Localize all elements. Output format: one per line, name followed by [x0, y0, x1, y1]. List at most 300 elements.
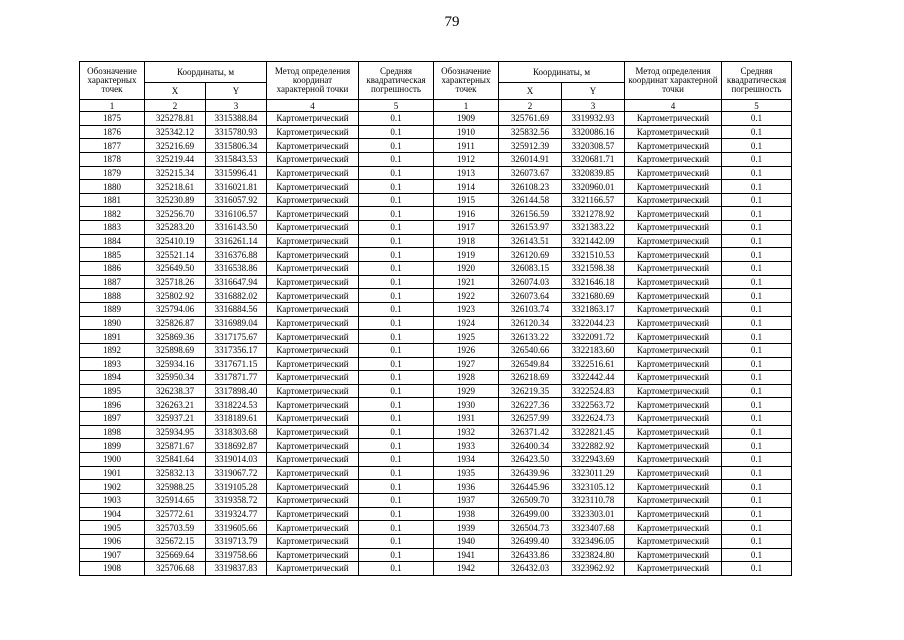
method-cell: Картометрический	[625, 534, 722, 548]
point-id-cell: 1941	[434, 548, 499, 562]
table-row	[80, 480, 792, 494]
method-cell: Картометрический	[625, 248, 722, 262]
method-cell: Картометрический	[267, 548, 359, 562]
table-row	[80, 112, 792, 126]
header-y-right: Y	[562, 83, 625, 100]
table-row	[80, 357, 792, 371]
error-cell: 0.1	[359, 262, 434, 276]
header-x-right: X	[499, 83, 562, 100]
method-cell: Картометрический	[625, 371, 722, 385]
method-cell: Картометрический	[267, 425, 359, 439]
table-row	[80, 412, 792, 426]
coord-y-cell: 3319837.83	[206, 562, 267, 576]
coord-x-cell: 325256.70	[145, 207, 206, 221]
method-cell: Картометрический	[267, 125, 359, 139]
point-id-cell: 1920	[434, 262, 499, 276]
coord-y-cell: 3322563.72	[562, 398, 625, 412]
method-cell: Картометрический	[267, 180, 359, 194]
coord-y-cell: 3316057.92	[206, 193, 267, 207]
method-cell: Картометрический	[267, 248, 359, 262]
table-row	[80, 139, 792, 153]
coord-x-cell: 326014.91	[499, 152, 562, 166]
table-row	[80, 398, 792, 412]
error-cell: 0.1	[722, 275, 792, 289]
point-id-cell: 1890	[80, 316, 145, 330]
coord-x-cell: 325802.92	[145, 289, 206, 303]
method-cell: Картометрический	[625, 125, 722, 139]
point-id-cell: 1910	[434, 125, 499, 139]
coord-y-cell: 3319014.03	[206, 453, 267, 467]
coord-x-cell: 326143.51	[499, 234, 562, 248]
coord-x-cell: 325342.12	[145, 125, 206, 139]
coord-x-cell: 325706.68	[145, 562, 206, 576]
error-cell: 0.1	[722, 193, 792, 207]
coord-y-cell: 3319758.66	[206, 548, 267, 562]
method-cell: Картометрический	[267, 493, 359, 507]
method-cell: Картометрический	[625, 548, 722, 562]
method-cell: Картометрический	[267, 398, 359, 412]
point-id-cell: 1929	[434, 384, 499, 398]
error-cell: 0.1	[722, 302, 792, 316]
point-id-cell: 1893	[80, 357, 145, 371]
coord-x-cell: 325794.06	[145, 302, 206, 316]
method-cell: Картометрический	[267, 357, 359, 371]
point-id-cell: 1936	[434, 480, 499, 494]
coord-x-cell: 326219.35	[499, 384, 562, 398]
coord-x-cell: 325937.21	[145, 412, 206, 426]
coord-x-cell: 325914.65	[145, 493, 206, 507]
error-cell: 0.1	[359, 330, 434, 344]
coord-x-cell: 325718.26	[145, 275, 206, 289]
coord-y-cell: 3315843.53	[206, 152, 267, 166]
table-row	[80, 262, 792, 276]
point-id-cell: 1876	[80, 125, 145, 139]
column-index: 1	[80, 100, 145, 112]
error-cell: 0.1	[722, 480, 792, 494]
method-cell: Картометрический	[267, 193, 359, 207]
error-cell: 0.1	[359, 302, 434, 316]
point-id-cell: 1927	[434, 357, 499, 371]
coord-y-cell: 3318303.68	[206, 425, 267, 439]
error-cell: 0.1	[722, 466, 792, 480]
column-index: 4	[625, 100, 722, 112]
table-row	[80, 275, 792, 289]
header-y-left: Y	[206, 83, 267, 100]
coord-x-cell: 326263.21	[145, 398, 206, 412]
method-cell: Картометрический	[625, 425, 722, 439]
method-cell: Картометрический	[267, 343, 359, 357]
error-cell: 0.1	[359, 412, 434, 426]
method-cell: Картометрический	[267, 507, 359, 521]
point-id-cell: 1926	[434, 343, 499, 357]
coord-x-cell: 325230.89	[145, 193, 206, 207]
method-cell: Картометрический	[267, 234, 359, 248]
column-index-row	[80, 100, 792, 112]
error-cell: 0.1	[722, 221, 792, 235]
point-id-cell: 1924	[434, 316, 499, 330]
point-id-cell: 1891	[80, 330, 145, 344]
method-cell: Картометрический	[625, 221, 722, 235]
coord-y-cell: 3316021.81	[206, 180, 267, 194]
point-id-cell: 1932	[434, 425, 499, 439]
coord-y-cell: 3319358.72	[206, 493, 267, 507]
coord-y-cell: 3320681.71	[562, 152, 625, 166]
coord-x-cell: 326073.67	[499, 166, 562, 180]
coord-x-cell: 325761.69	[499, 112, 562, 126]
error-cell: 0.1	[359, 125, 434, 139]
table-row	[80, 234, 792, 248]
coord-y-cell: 3316143.50	[206, 221, 267, 235]
coord-y-cell: 3323407.68	[562, 521, 625, 535]
coord-x-cell: 325521.14	[145, 248, 206, 262]
point-id-cell: 1918	[434, 234, 499, 248]
error-cell: 0.1	[359, 398, 434, 412]
method-cell: Картометрический	[625, 357, 722, 371]
coord-y-cell: 3317356.17	[206, 343, 267, 357]
point-id-cell: 1878	[80, 152, 145, 166]
error-cell: 0.1	[359, 439, 434, 453]
coord-y-cell: 3323496.05	[562, 534, 625, 548]
coord-x-cell: 325841.64	[145, 453, 206, 467]
coord-y-cell: 3323303.01	[562, 507, 625, 521]
error-cell: 0.1	[722, 412, 792, 426]
coord-y-cell: 3323011.29	[562, 466, 625, 480]
coord-y-cell: 3317871.77	[206, 371, 267, 385]
point-id-cell: 1894	[80, 371, 145, 385]
coord-x-cell: 326499.00	[499, 507, 562, 521]
coord-y-cell: 3322524.83	[562, 384, 625, 398]
point-id-cell: 1900	[80, 453, 145, 467]
error-cell: 0.1	[722, 507, 792, 521]
table-row	[80, 152, 792, 166]
point-id-cell: 1907	[80, 548, 145, 562]
method-cell: Картометрический	[625, 330, 722, 344]
coordinates-table	[79, 61, 792, 576]
error-cell: 0.1	[359, 521, 434, 535]
error-cell: 0.1	[359, 548, 434, 562]
header-point-right: Обозначение характерных точек	[434, 62, 499, 100]
coord-x-cell: 325871.67	[145, 439, 206, 453]
method-cell: Картометрический	[267, 139, 359, 153]
method-cell: Картометрический	[267, 521, 359, 535]
table-row	[80, 548, 792, 562]
coord-x-cell: 326439.96	[499, 466, 562, 480]
header-coords-left: Координаты, м	[145, 62, 267, 83]
coord-y-cell: 3321598.38	[562, 262, 625, 276]
point-id-cell: 1934	[434, 453, 499, 467]
column-index: 1	[434, 100, 499, 112]
error-cell: 0.1	[722, 343, 792, 357]
error-cell: 0.1	[722, 521, 792, 535]
table-body	[80, 112, 792, 576]
error-cell: 0.1	[722, 207, 792, 221]
point-id-cell: 1883	[80, 221, 145, 235]
table-row	[80, 493, 792, 507]
point-id-cell: 1892	[80, 343, 145, 357]
point-id-cell: 1931	[434, 412, 499, 426]
coord-x-cell: 325934.16	[145, 357, 206, 371]
coord-x-cell: 325950.34	[145, 371, 206, 385]
table-row	[80, 316, 792, 330]
point-id-cell: 1914	[434, 180, 499, 194]
table-row	[80, 207, 792, 221]
point-id-cell: 1916	[434, 207, 499, 221]
point-id-cell: 1917	[434, 221, 499, 235]
point-id-cell: 1913	[434, 166, 499, 180]
coord-x-cell: 325216.69	[145, 139, 206, 153]
method-cell: Картометрический	[267, 466, 359, 480]
coord-x-cell: 326257.99	[499, 412, 562, 426]
method-cell: Картометрический	[625, 234, 722, 248]
coord-x-cell: 325278.81	[145, 112, 206, 126]
coord-y-cell: 3315996.41	[206, 166, 267, 180]
method-cell: Картометрический	[625, 507, 722, 521]
header-point-left: Обозначение характерных точек	[80, 62, 145, 100]
method-cell: Картометрический	[625, 453, 722, 467]
point-id-cell: 1881	[80, 193, 145, 207]
header-coords-right: Координаты, м	[499, 62, 625, 83]
coord-y-cell: 3319324.77	[206, 507, 267, 521]
page-number: 79	[444, 14, 460, 30]
coord-y-cell: 3316261.14	[206, 234, 267, 248]
error-cell: 0.1	[359, 180, 434, 194]
method-cell: Картометрический	[625, 521, 722, 535]
coord-y-cell: 3323105.12	[562, 480, 625, 494]
point-id-cell: 1897	[80, 412, 145, 426]
point-id-cell: 1901	[80, 466, 145, 480]
error-cell: 0.1	[722, 357, 792, 371]
point-id-cell: 1875	[80, 112, 145, 126]
coord-y-cell: 3321278.92	[562, 207, 625, 221]
error-cell: 0.1	[359, 343, 434, 357]
coord-x-cell: 326400.34	[499, 439, 562, 453]
error-cell: 0.1	[722, 152, 792, 166]
error-cell: 0.1	[359, 493, 434, 507]
table-row	[80, 371, 792, 385]
coord-x-cell: 325215.34	[145, 166, 206, 180]
column-index: 3	[562, 100, 625, 112]
coord-x-cell: 326504.73	[499, 521, 562, 535]
method-cell: Картометрический	[267, 330, 359, 344]
error-cell: 0.1	[722, 330, 792, 344]
error-cell: 0.1	[359, 371, 434, 385]
error-cell: 0.1	[722, 125, 792, 139]
coord-x-cell: 325669.64	[145, 548, 206, 562]
coord-x-cell: 326074.03	[499, 275, 562, 289]
method-cell: Картометрический	[267, 221, 359, 235]
point-id-cell: 1887	[80, 275, 145, 289]
coord-x-cell: 326423.50	[499, 453, 562, 467]
coord-y-cell: 3316538.86	[206, 262, 267, 276]
coord-y-cell: 3319105.28	[206, 480, 267, 494]
coord-y-cell: 3319605.66	[206, 521, 267, 535]
table-row	[80, 289, 792, 303]
table-row	[80, 439, 792, 453]
error-cell: 0.1	[359, 248, 434, 262]
error-cell: 0.1	[359, 193, 434, 207]
coord-x-cell: 325283.20	[145, 221, 206, 235]
point-id-cell: 1923	[434, 302, 499, 316]
coord-y-cell: 3320839.85	[562, 166, 625, 180]
point-id-cell: 1889	[80, 302, 145, 316]
coord-y-cell: 3322442.44	[562, 371, 625, 385]
coord-y-cell: 3320086.16	[562, 125, 625, 139]
coord-x-cell: 326108.23	[499, 180, 562, 194]
method-cell: Картометрический	[267, 262, 359, 276]
method-cell: Картометрический	[625, 180, 722, 194]
table-row	[80, 221, 792, 235]
method-cell: Картометрический	[625, 112, 722, 126]
method-cell: Картометрический	[625, 343, 722, 357]
point-id-cell: 1904	[80, 507, 145, 521]
point-id-cell: 1919	[434, 248, 499, 262]
coord-x-cell: 326227.36	[499, 398, 562, 412]
method-cell: Картометрический	[267, 480, 359, 494]
coord-y-cell: 3317671.15	[206, 357, 267, 371]
point-id-cell: 1921	[434, 275, 499, 289]
error-cell: 0.1	[359, 139, 434, 153]
coord-x-cell: 326073.64	[499, 289, 562, 303]
coord-y-cell: 3317175.67	[206, 330, 267, 344]
method-cell: Картометрический	[267, 534, 359, 548]
error-cell: 0.1	[359, 507, 434, 521]
table-header	[80, 62, 792, 112]
error-cell: 0.1	[722, 562, 792, 576]
coord-x-cell: 325912.39	[499, 139, 562, 153]
column-index: 5	[722, 100, 792, 112]
method-cell: Картометрический	[625, 466, 722, 480]
coord-y-cell: 3321680.69	[562, 289, 625, 303]
coord-y-cell: 3321442.09	[562, 234, 625, 248]
error-cell: 0.1	[722, 425, 792, 439]
error-cell: 0.1	[722, 371, 792, 385]
coord-x-cell: 326238.37	[145, 384, 206, 398]
error-cell: 0.1	[722, 548, 792, 562]
error-cell: 0.1	[359, 221, 434, 235]
point-id-cell: 1908	[80, 562, 145, 576]
point-id-cell: 1911	[434, 139, 499, 153]
point-id-cell: 1906	[80, 534, 145, 548]
error-cell: 0.1	[359, 275, 434, 289]
error-cell: 0.1	[722, 262, 792, 276]
error-cell: 0.1	[722, 453, 792, 467]
coord-y-cell: 3321166.57	[562, 193, 625, 207]
coord-y-cell: 3315388.84	[206, 112, 267, 126]
coord-x-cell: 326499.40	[499, 534, 562, 548]
coord-x-cell: 326371.42	[499, 425, 562, 439]
point-id-cell: 1930	[434, 398, 499, 412]
coord-x-cell: 326509.70	[499, 493, 562, 507]
coord-y-cell: 3323824.80	[562, 548, 625, 562]
header-error-left: Средняя квадратическая погрешность	[359, 62, 434, 100]
coord-y-cell: 3323962.92	[562, 562, 625, 576]
error-cell: 0.1	[722, 439, 792, 453]
method-cell: Картометрический	[625, 275, 722, 289]
table-row	[80, 562, 792, 576]
error-cell: 0.1	[722, 234, 792, 248]
coord-y-cell: 3322821.45	[562, 425, 625, 439]
coord-y-cell: 3322882.92	[562, 439, 625, 453]
table-row	[80, 166, 792, 180]
coord-y-cell: 3317898.40	[206, 384, 267, 398]
error-cell: 0.1	[722, 139, 792, 153]
coord-y-cell: 3318224.53	[206, 398, 267, 412]
coord-y-cell: 3322943.69	[562, 453, 625, 467]
table-row	[80, 384, 792, 398]
header-method-left: Метод определения координат характерной точки	[267, 62, 359, 100]
coord-x-cell: 326133.22	[499, 330, 562, 344]
point-id-cell: 1885	[80, 248, 145, 262]
coord-y-cell: 3316647.94	[206, 275, 267, 289]
method-cell: Картометрический	[625, 480, 722, 494]
coord-y-cell: 3322516.61	[562, 357, 625, 371]
coord-y-cell: 3322624.73	[562, 412, 625, 426]
method-cell: Картометрический	[625, 384, 722, 398]
point-id-cell: 1938	[434, 507, 499, 521]
coord-x-cell: 326432.03	[499, 562, 562, 576]
coord-x-cell: 325988.25	[145, 480, 206, 494]
method-cell: Картометрический	[267, 207, 359, 221]
error-cell: 0.1	[359, 425, 434, 439]
coord-y-cell: 3321863.17	[562, 302, 625, 316]
point-id-cell: 1895	[80, 384, 145, 398]
coord-y-cell: 3320308.57	[562, 139, 625, 153]
method-cell: Картометрический	[625, 166, 722, 180]
coord-x-cell: 325832.56	[499, 125, 562, 139]
method-cell: Картометрический	[625, 289, 722, 303]
error-cell: 0.1	[359, 152, 434, 166]
coord-y-cell: 3323110.78	[562, 493, 625, 507]
method-cell: Картометрический	[625, 398, 722, 412]
method-cell: Картометрический	[625, 302, 722, 316]
coord-y-cell: 3319932.93	[562, 112, 625, 126]
coord-y-cell: 3316106.57	[206, 207, 267, 221]
method-cell: Картометрический	[267, 453, 359, 467]
point-id-cell: 1902	[80, 480, 145, 494]
error-cell: 0.1	[359, 480, 434, 494]
point-id-cell: 1922	[434, 289, 499, 303]
point-id-cell: 1903	[80, 493, 145, 507]
coord-x-cell: 326144.58	[499, 193, 562, 207]
error-cell: 0.1	[722, 316, 792, 330]
column-index: 2	[145, 100, 206, 112]
point-id-cell: 1933	[434, 439, 499, 453]
error-cell: 0.1	[722, 289, 792, 303]
coord-x-cell: 325832.13	[145, 466, 206, 480]
method-cell: Картометрический	[267, 371, 359, 385]
method-cell: Картометрический	[267, 289, 359, 303]
point-id-cell: 1928	[434, 371, 499, 385]
method-cell: Картометрический	[267, 302, 359, 316]
coord-x-cell: 325672.15	[145, 534, 206, 548]
method-cell: Картометрический	[267, 316, 359, 330]
error-cell: 0.1	[359, 357, 434, 371]
method-cell: Картометрический	[625, 139, 722, 153]
method-cell: Картометрический	[625, 412, 722, 426]
coord-y-cell: 3318692.87	[206, 439, 267, 453]
table-row	[80, 180, 792, 194]
method-cell: Картометрический	[625, 493, 722, 507]
method-cell: Картометрический	[267, 439, 359, 453]
coord-y-cell: 3316884.56	[206, 302, 267, 316]
error-cell: 0.1	[359, 562, 434, 576]
coord-x-cell: 325219.44	[145, 152, 206, 166]
column-index: 4	[267, 100, 359, 112]
coord-x-cell: 326445.96	[499, 480, 562, 494]
point-id-cell: 1879	[80, 166, 145, 180]
coord-y-cell: 3322044.23	[562, 316, 625, 330]
table-row	[80, 125, 792, 139]
